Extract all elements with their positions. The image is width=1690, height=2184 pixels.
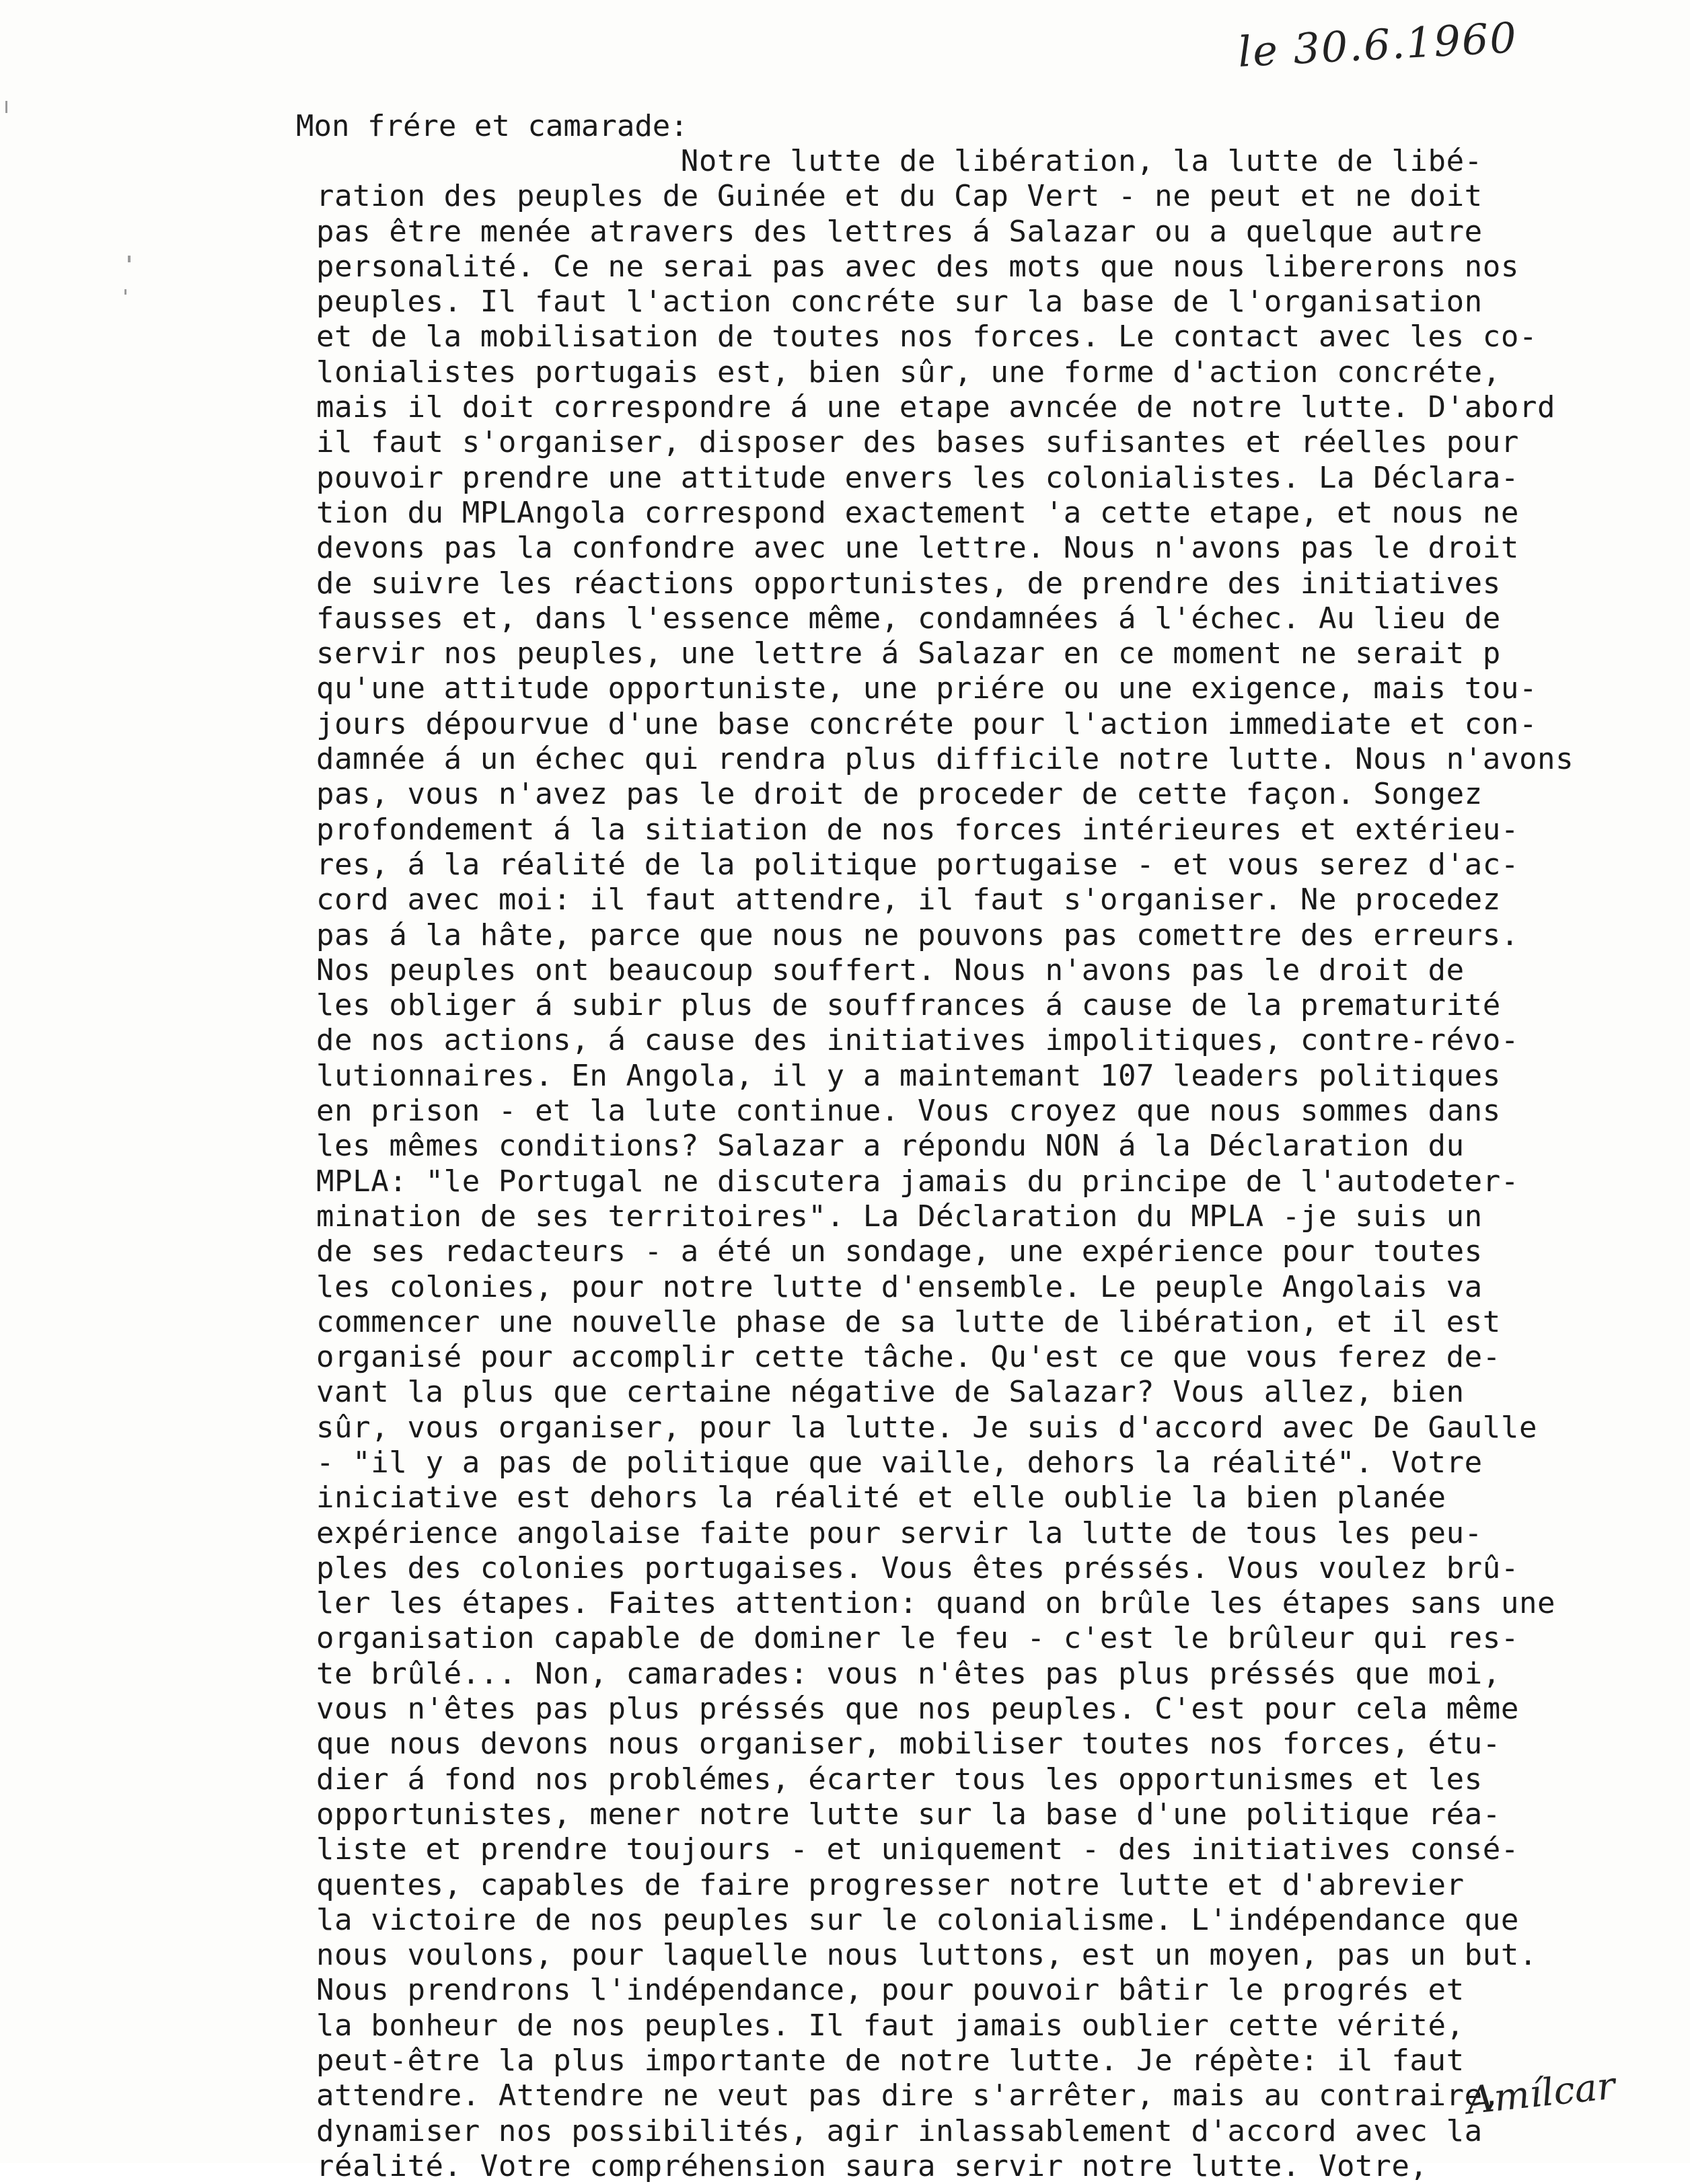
body-line: Notre lutte de libération, la lutte de libé- xyxy=(316,144,1483,178)
body-line: sûr, vous organiser, pour la lutte. Je suis d'accord avec De Gaulle xyxy=(316,1410,1538,1445)
body-line: dynamiser nos possibilités, agir inlassablement d'accord avec la xyxy=(316,2113,1483,2148)
body-line: pas être menée atravers des lettres á Salazar ou a quelque autre xyxy=(316,214,1483,249)
body-line: la bonheur de nos peuples. Il faut jamais oublier cette vérité, xyxy=(316,2008,1465,2043)
body-line: vous n'êtes pas plus préssés que nos peuples. C'est pour cela même xyxy=(316,1692,1519,1727)
body-line: mination de ses territoires". La Déclaration du MPLA -je suis un xyxy=(316,1199,1483,1234)
body-line: les mêmes conditions? Salazar a répondu NON á la Déclaration du xyxy=(316,1129,1465,1164)
body-line: ration des peuples de Guinée et du Cap Vert - ne peut et ne doit xyxy=(316,179,1483,214)
scan-mark xyxy=(128,256,131,262)
body-line: les obliger á subir plus de souffrances á cause de la prematurité xyxy=(316,988,1501,1023)
salutation: Mon frére et camarade: xyxy=(296,109,688,143)
handwritten-signature: Amílcar xyxy=(1465,2064,1617,2123)
body-line: la victoire de nos peuples sur le colonialisme. L'indépendance que xyxy=(316,1902,1519,1937)
body-line: iniciative est dehors la réalité et elle oublie la bien planée xyxy=(316,1480,1446,1515)
body-line: personalité. Ce ne serai pas avec des mots que nous libererons nos xyxy=(316,249,1519,284)
body-line: - "il y a pas de politique que vaille, dehors la réalité". Votre xyxy=(316,1445,1483,1480)
body-line: profondement á la sitiation de nos forces intérieures et extérieu- xyxy=(316,812,1519,847)
body-line: ler les étapes. Faites attention: quand on brûle les étapes sans une xyxy=(316,1586,1556,1621)
body-line: damnée á un échec qui rendra plus difficile notre lutte. Nous n'avons xyxy=(316,742,1574,777)
body-line: cord avec moi: il faut attendre, il faut s'organiser. Ne procedez xyxy=(316,882,1501,917)
body-line: réalité. Votre compréhension saura servir notre lutte. Votre, xyxy=(316,2148,1428,2183)
body-line: MPLA: "le Portugal ne discutera jamais du principe de l'autodeter- xyxy=(316,1164,1519,1199)
body-line: lonialistes portugais est, bien sûr, une forme d'action concréte, xyxy=(316,354,1501,389)
body-line: de ses redacteurs - a été un sondage, une expérience pour toutes xyxy=(316,1234,1483,1269)
body-line: commencer une nouvelle phase de sa lutte de libération, et il est xyxy=(316,1304,1501,1339)
body-line: pas á la hâte, parce que nous ne pouvons pas comettre des erreurs. xyxy=(316,917,1519,952)
body-line: devons pas la confondre avec une lettre. Nous n'avons pas le droit xyxy=(316,531,1519,566)
body-line: de suivre les réactions opportunistes, de prendre des initiatives xyxy=(316,566,1501,601)
body-line: dier á fond nos problémes, écarter tous les opportunismes et les xyxy=(316,1762,1483,1797)
body-line: Nous prendrons l'indépendance, pour pouvoir bâtir le progrés et xyxy=(316,1973,1465,2008)
body-line: servir nos peuples, une lettre á Salazar en ce moment ne serait p xyxy=(316,636,1501,671)
body-line: ples des colonies portugaises. Vous êtes préssés. Vous voulez brû- xyxy=(316,1550,1519,1585)
body-line: res, á la réalité de la politique portugaise - et vous serez d'ac- xyxy=(316,847,1519,882)
body-line: opportunistes, mener notre lutte sur la base d'une politique réa- xyxy=(316,1797,1501,1832)
letter-body xyxy=(316,144,1628,2184)
body-line: pas, vous n'avez pas le droit de proceder de cette façon. Songez xyxy=(316,777,1483,812)
body-line: jours dépourvue d'une base concréte pour l'action immediate et con- xyxy=(316,706,1538,741)
body-line: les colonies, pour notre lutte d'ensemble. Le peuple Angolais va xyxy=(316,1269,1483,1304)
scan-mark xyxy=(5,101,7,113)
body-line: organisé pour accomplir cette tâche. Qu'est ce que vous ferez de- xyxy=(316,1340,1501,1375)
body-line: tion du MPLAngola correspond exactement 'a cette etape, et nous ne xyxy=(316,495,1519,530)
body-line: qu'une attitude opportuniste, une priére ou une exigence, mais tou- xyxy=(316,671,1538,706)
body-line: de nos actions, á cause des initiatives impolitiques, contre-révo- xyxy=(316,1023,1519,1058)
body-line: que nous devons nous organiser, mobiliser toutes nos forces, étu- xyxy=(316,1727,1501,1762)
body-line: nous voulons, pour laquelle nous luttons, est un moyen, pas un but. xyxy=(316,1938,1538,1973)
body-line: attendre. Attendre ne veut pas dire s'arrêter, mais au contraire, xyxy=(316,2078,1501,2113)
body-line: expérience angolaise faite pour servir la lutte de tous les peu- xyxy=(316,1515,1483,1550)
body-line: vant la plus que certaine négative de Salazar? Vous allez, bien xyxy=(316,1375,1465,1410)
handwritten-date: le 30.6.1960 xyxy=(1237,13,1519,77)
body-line: Nos peuples ont beaucoup souffert. Nous n'avons pas le droit de xyxy=(316,952,1465,987)
body-line: mais il doit correspondre á une etape avncée de notre lutte. D'abord xyxy=(316,390,1556,425)
body-line: fausses et, dans l'essence même, condamnées á l'échec. Au lieu de xyxy=(316,601,1501,636)
scan-mark xyxy=(124,289,126,295)
body-line: liste et prendre toujours - et uniquement - des initiatives consé- xyxy=(316,1832,1519,1867)
body-line: pouvoir prendre une attitude envers les colonialistes. La Déclara- xyxy=(316,460,1519,495)
body-line: quentes, capables de faire progresser notre lutte et d'abrevier xyxy=(316,1867,1465,1902)
body-line: lutionnaires. En Angola, il y a maintemant 107 leaders politiques xyxy=(316,1058,1501,1093)
body-line: organisation capable de dominer le feu - c'est le brûleur qui res- xyxy=(316,1621,1519,1656)
body-line: te brûlé... Non, camarades: vous n'êtes pas plus préssés que moi, xyxy=(316,1656,1501,1691)
body-line: peuples. Il faut l'action concréte sur la base de l'organisation xyxy=(316,285,1483,319)
body-line: en prison - et la lute continue. Vous croyez que nous sommes dans xyxy=(316,1094,1501,1129)
body-line: et de la mobilisation de toutes nos forces. Le contact avec les co- xyxy=(316,319,1538,354)
body-line: il faut s'organiser, disposer des bases sufisantes et réelles pour xyxy=(316,425,1519,460)
body-line: peut-être la plus importante de notre lutte. Je répète: il faut xyxy=(316,2043,1465,2078)
